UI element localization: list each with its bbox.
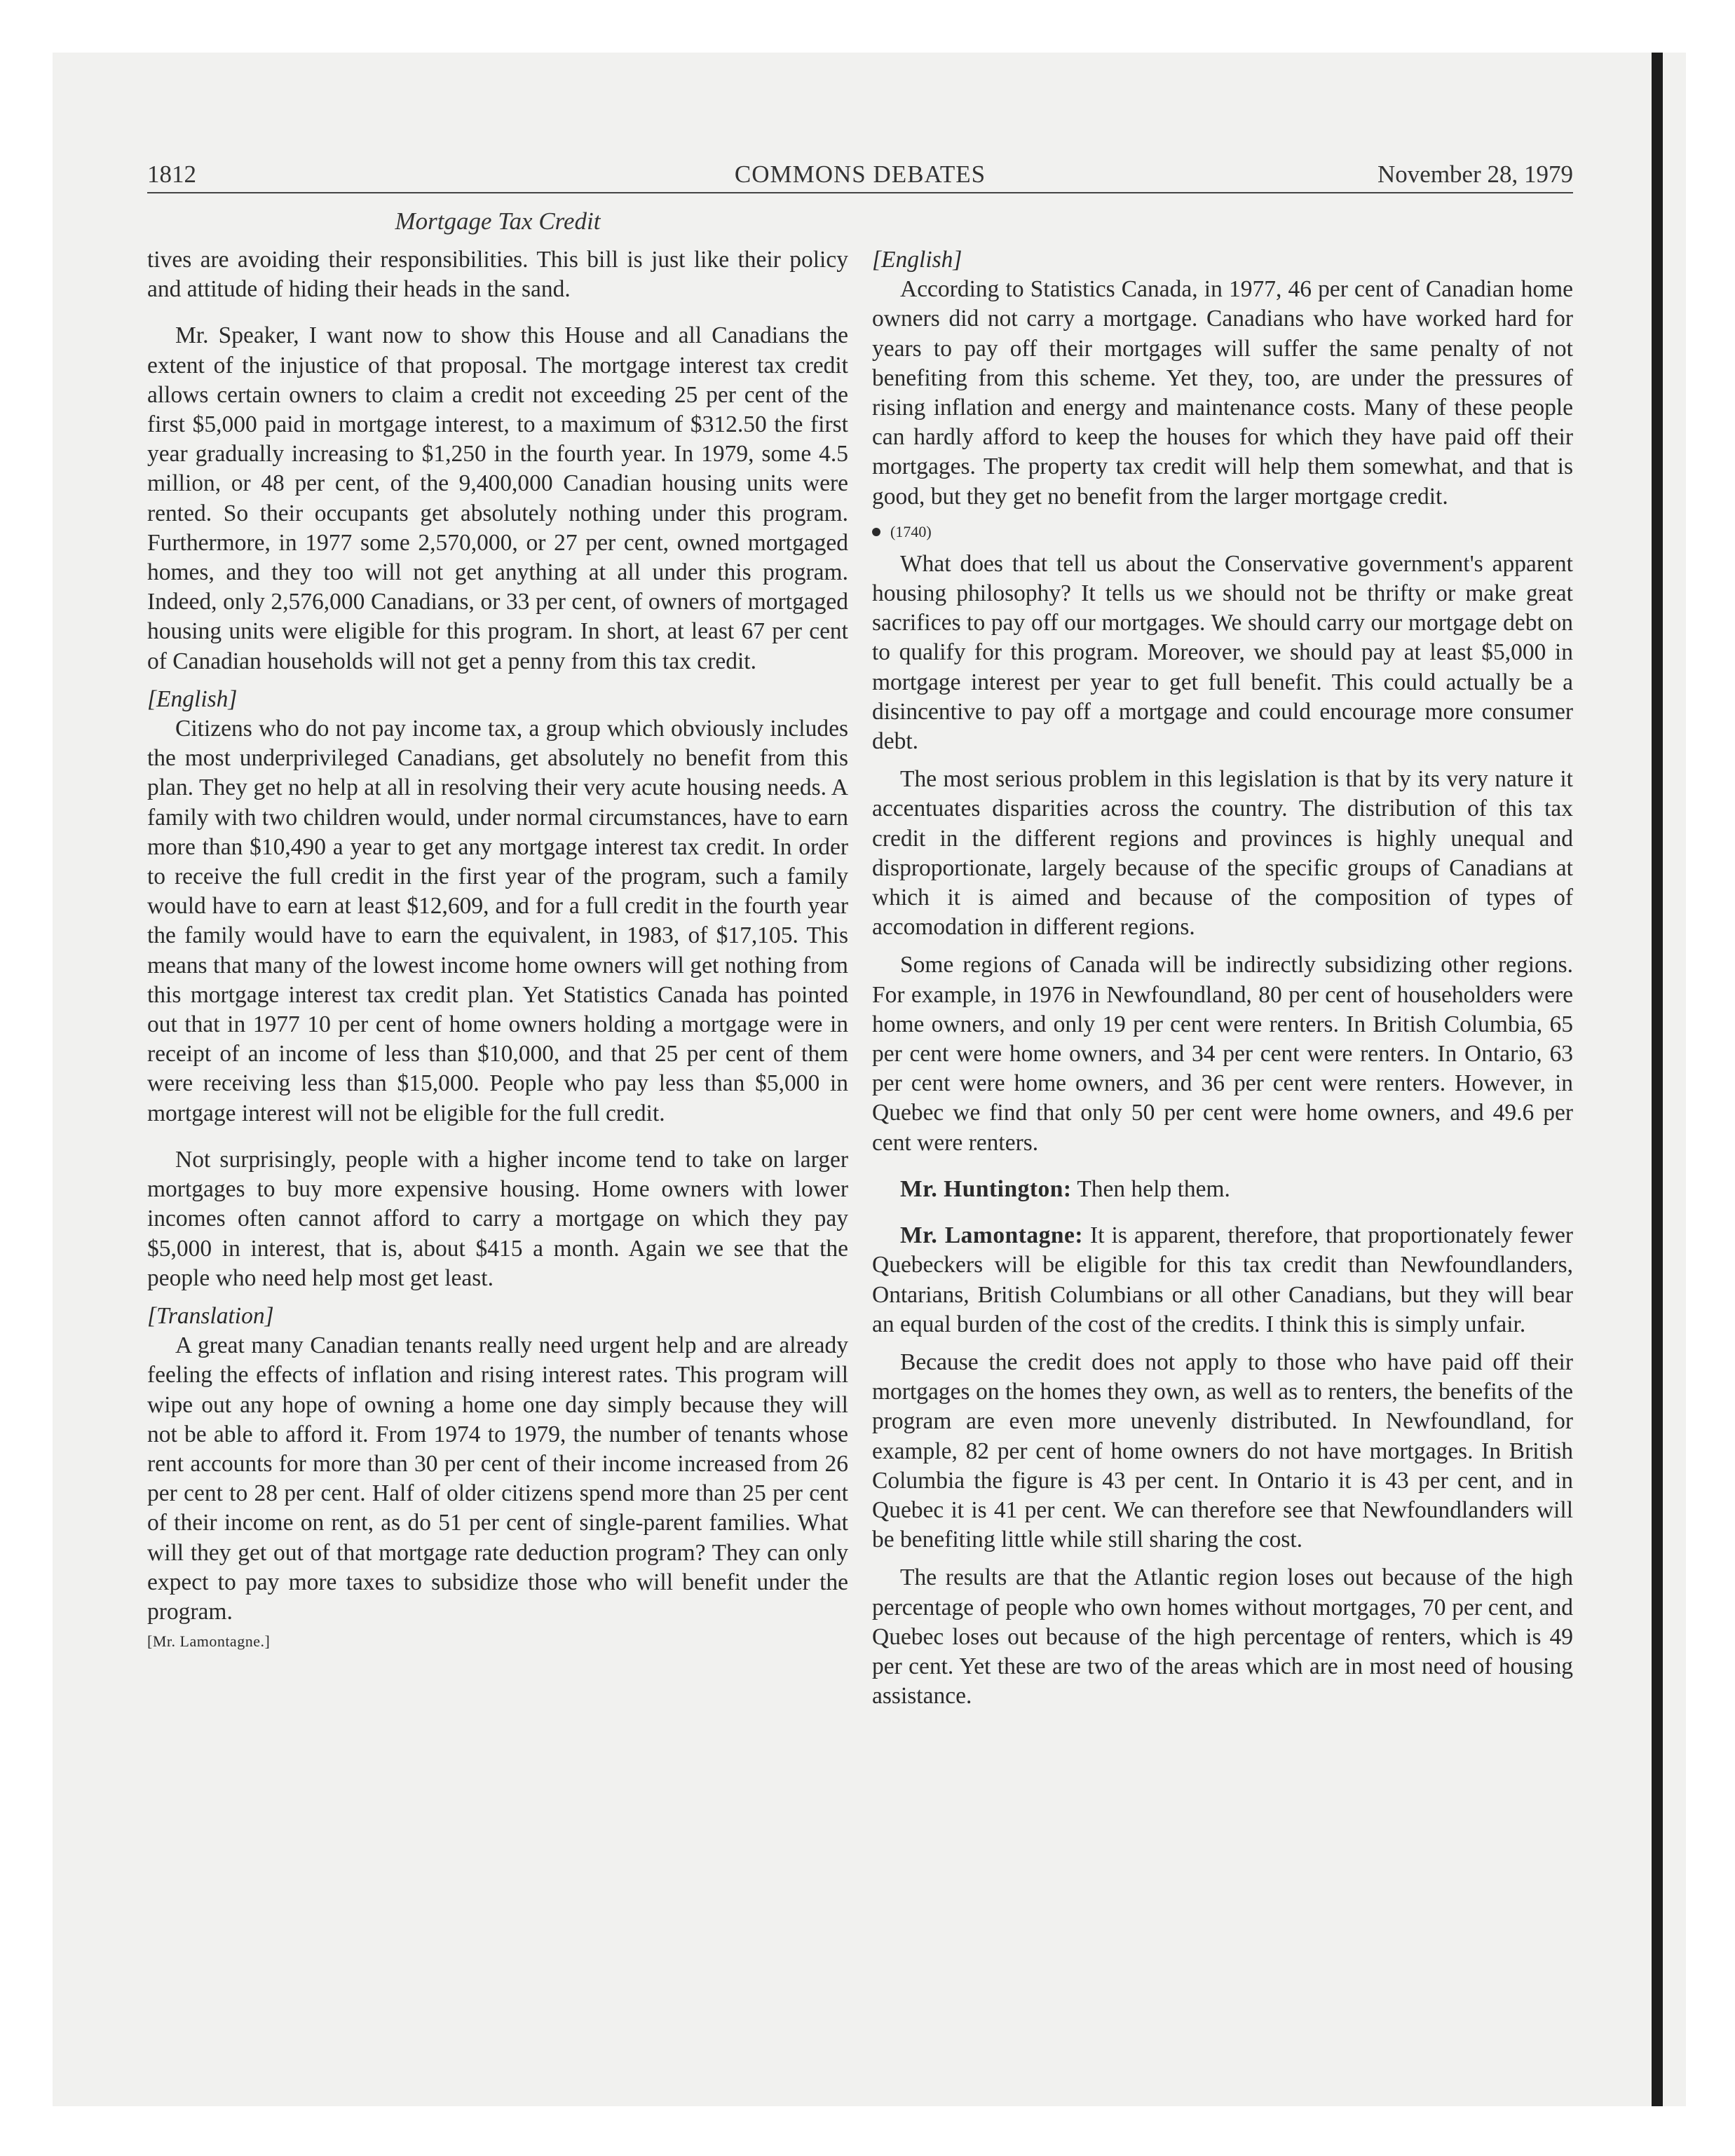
paragraph: What does that tell us about the Conservative government's apparent housing philosophy? It tells us we should not be thrifty or make great sacrifices to pay off our mortgages. We should carry our mortgage debt on to qualify for this program. Moreover, we should pay at least $5,000 in mortgage interest per year to get full benefit. This could actually be a disincentive to pay off a mortgage and could encourage more consumer debt. bbox=[872, 550, 1573, 755]
time-marker bbox=[872, 517, 1573, 547]
paragraph: Citizens who do not pay income tax, a group which obviously includes the most underprivileged Canadians, get absolutely no benefit from this plan. They get no help at all in resolving their very acute housing needs. A family with two children would, under normal circumstances, have to earn more than $10,490 a year to get any mortgage interest tax credit. In order to receive the full credit in the first year of the program, such a family would have to earn at least $12,609, and for a full credit in the fourth year the family would have to earn the equivalent, in 1983, of $17,105. This means that many of the lowest income home owners will get nothing from this mortgage interest tax credit plan. Yet Statistics Canada has pointed out that in 1977 10 per cent of home owners holding a mortgage were in receipt of an income of less than $10,000, and that 25 per cent of them were receiving less than $15,000. People who pay less than $5,000 in mortgage interest will not be eligible for the full credit. bbox=[147, 716, 848, 1126]
speech-paragraph bbox=[872, 1175, 1573, 1204]
section-title: Mortgage Tax Credit bbox=[395, 207, 601, 235]
speech-paragraph bbox=[872, 1221, 1573, 1339]
language-marker-text: English bbox=[156, 685, 229, 712]
bullet-icon bbox=[872, 528, 880, 536]
paragraph: A great many Canadian tenants really need urgent help and are already feeling the effects of inflation and rising interest rates. This program will wipe out any hope of owning a home one day simply because they will not be able to afford it. From 1974 to 1979, the number of tenants whose rent accounts for more than 30 per cent of their income increased from 26 per cent to 28 per cent. Half of older citizens spend more than 25 per cent of their income on rent, as do 51 per cent of single-parent families. What will they get out of that mortgage rate deduction program? They can only expect to pay more taxes to subsidize those who will benefit under the program. bbox=[147, 1332, 848, 1625]
paragraph: tives are avoiding their responsibilities. This bill is just like their policy and attitude of hiding their heads in the sand. bbox=[147, 247, 848, 303]
left-column bbox=[147, 245, 848, 1656]
publication-date: November 28, 1979 bbox=[1377, 161, 1573, 188]
speaker-name: Mr. Lamontagne: bbox=[900, 1222, 1084, 1249]
time-marker-text: (1740) bbox=[890, 522, 932, 540]
right-column bbox=[872, 245, 1573, 1711]
paragraph: Some regions of Canada will be indirectly subsidizing other regions. For example, in 1976 in Newfoundland, 80 per cent of householders were home owners, and only 19 per cent were renters. In British Columbia, 65 per cent were home owners, and 34 per cent were renters. In Ontario, 63 per cent were home owners, and 36 per cent were renters. However, in Quebec we find that only 50 per cent were home owners, and 49.6 per cent were renters. bbox=[872, 952, 1573, 1156]
paragraph: The most serious problem in this legislation is that by its very nature it accentuates disparities across the country. The distribution of this tax credit in the different regions and provinces is highly unequal and disproportionate, largely because of the specific groups of Canadians at which it is aimed and because of the composition of types of accomodation in different regions. bbox=[872, 766, 1573, 941]
paragraph: The results are that the Atlantic region loses out because of the high percentage of people who own homes without mortgages, 70 per cent, and Quebec loses out because of the high percentage of renters, which is 49 per cent. Yet these are two of the areas which are in most need of housing assistance. bbox=[872, 1564, 1573, 1710]
running-header bbox=[147, 157, 1573, 193]
speaker-attribution: [Mr. Lamontagne.] bbox=[147, 1632, 271, 1651]
publication-title: COMMONS DEBATES bbox=[734, 161, 986, 188]
speech-text: It is apparent, therefore, that proportionately fewer Quebeckers will be eligible for this tax credit than Newfoundlanders, Ontarians, British Columbians or all other Canadians, but they will bear an equal burden of the cost of the credits. I think this is simply unfair. bbox=[872, 1222, 1573, 1337]
language-marker: [Translation] bbox=[147, 1302, 274, 1329]
language-marker: [English] bbox=[147, 685, 238, 712]
paragraph: Mr. Speaker, I want now to show this House and all Canadians the extent of the injustice of that proposal. The mortgage interest tax credit allows certain owners to claim a credit not exceeding 25 per cent of the first $5,000 paid in mortgage interest, to a maximum of $312.50 the first year gradually increasing to $1,250 in the fourth year. In 1979, some 4.5 million, or 48 per cent, of the 9,400,000 Canadian housing units were rented. So their occupants get absolutely nothing under this program. Furthermore, in 1977 some 2,570,000, or 27 per cent, owned mortgaged homes, and they too will not get anything at all under this program. Indeed, only 2,576,000 Canadians, or 33 per cent, of owners of mortgaged housing units were eligible for this program. In short, at least 67 per cent of Canadian households will not get a penny from this tax credit. bbox=[147, 322, 848, 674]
language-marker-text: Translation bbox=[156, 1302, 265, 1329]
language-marker-text: English bbox=[881, 247, 953, 273]
paragraph: Not surprisingly, people with a higher income tend to take on larger mortgages to buy more expensive housing. Home owners with lower incomes often cannot afford to carry a mortgage on which they pay $5,000 in interest, that is, about $415 a month. Again we see that the people who need help most get least. bbox=[147, 1146, 848, 1291]
paragraph: According to Statistics Canada, in 1977, 46 per cent of Canadian home owners did not carry a mortgage. Canadians who have worked hard for years to pay off their mortgages will suffer the same penalty of not benefiting from this scheme. Yet they, too, are under the pressures of rising inflation and energy and maintenance costs. Many of these people can hardly afford to keep the houses for which they have paid off their mortgages. The property tax credit will help them somewhat, and that is good, but they get no benefit from the larger mortgage credit. bbox=[872, 276, 1573, 510]
page-number: 1812 bbox=[147, 161, 196, 188]
paragraph: Because the credit does not apply to those who have paid off their mortgages on the homes they own, as well as to renters, the benefits of the program are even more unevenly distributed. In Newfoundland, for example, 82 per cent of home owners do not have mortgages. In British Columbia the figure is 43 per cent. In Ontario it is 43 per cent, and in Quebec it is 41 per cent. We can therefore see that Newfoundlanders will be benefiting little while still sharing the cost. bbox=[872, 1349, 1573, 1553]
speaker-name: Mr. Huntington: bbox=[900, 1175, 1072, 1202]
language-marker: [English] bbox=[872, 247, 962, 273]
speech-text: Then help them. bbox=[1077, 1175, 1230, 1202]
